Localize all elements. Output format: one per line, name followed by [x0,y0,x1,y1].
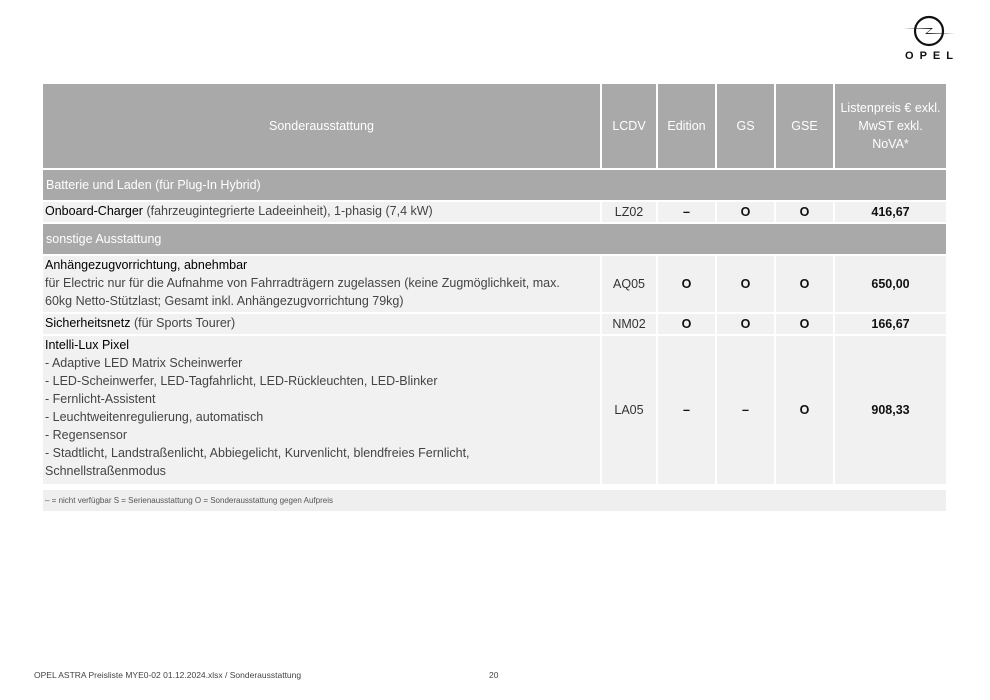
footer-filename: OPEL ASTRA Preisliste MYE0-02 01.12.2024.xlsx / Sonderausstattung [34,670,302,680]
option-detail-line: für Electric nur für die Aufnahme von Fahrradträgern zugelassen (keine Zugmöglichkeit, max. [45,276,560,290]
table-header [43,84,946,168]
option-detail-line: - LED-Scheinwerfer, LED-Tagfahrlicht, LED-Rückleuchten, LED-Blinker [45,374,438,388]
option-name: Anhängezugvorrichtung, abnehmbar [45,258,248,272]
option-description [43,314,602,334]
option-description [43,202,602,222]
edition-value: – [658,202,717,222]
header-sonderausstattung: Sonderausstattung [43,84,602,168]
option-name: Onboard-Charger [45,204,143,218]
edition-value: – [658,336,717,484]
gs-value: O [717,202,776,222]
option-detail-line: 60kg Netto-Stützlast; Gesamt inkl. Anhängezugvorrichtung 79kg) [45,294,404,308]
gse-value: O [776,256,835,312]
opel-blitz-icon [901,14,957,48]
option-detail-line: - Fernlicht-Assistent [45,392,156,406]
lcdv-code: NM02 [602,314,658,334]
price-value: 650,00 [871,277,910,291]
option-description [43,256,602,312]
header-gse: GSE [776,84,835,168]
lcdv-code: AQ05 [602,256,658,312]
section-header: sonstige Ausstattung [43,224,946,254]
option-detail-line: - Adaptive LED Matrix Scheinwerfer [45,356,243,370]
table-row [43,314,946,334]
header-lcdv: LCDV [602,84,658,168]
price-value: 166,67 [871,317,910,331]
opel-logo [896,14,962,70]
gs-value: – [717,336,776,484]
legend-note: – = nicht verfügbar S = Serienausstattung O = Sonderausstattung gegen Aufpreis [43,490,946,511]
option-description [43,336,602,484]
table-row [43,336,946,484]
header-gs: GS [717,84,776,168]
table-row [43,202,946,222]
gs-value: O [717,256,776,312]
option-detail: (fahrzeugintegrierte Ladeeinheit), 1-phasig (7,4 kW) [142,204,433,218]
edition-value: O [658,314,717,334]
edition-value: O [658,256,717,312]
gse-value: O [776,336,835,484]
header-listenpreis: Listenpreis € exkl. MwST exkl. NoVA* [835,84,946,168]
option-detail-line: - Stadtlicht, Landstraßenlicht, Abbiegelicht, Kurvenlicht, blendfreies Fernlicht, [45,446,470,460]
gse-value: O [776,314,835,334]
brand-wordmark: OPEL [905,50,959,62]
footer-page-number: 20 [489,670,499,680]
option-name: Intelli-Lux Pixel [45,338,130,352]
option-detail-line: - Leuchtweitenregulierung, automatisch [45,410,264,424]
option-detail-line: Schnellstraßenmodus [45,464,166,478]
option-name: Sicherheitsnetz [45,316,131,330]
lcdv-code: LA05 [602,336,658,484]
header-edition: Edition [658,84,717,168]
price-value: 416,67 [871,205,910,219]
option-detail: (für Sports Tourer) [130,316,236,330]
gse-value: O [776,202,835,222]
gs-value: O [717,314,776,334]
price-value: 908,33 [871,403,910,417]
section-header: Batterie und Laden (für Plug-In Hybrid) [43,170,946,200]
price-table [43,84,946,484]
table-row [43,256,946,312]
lcdv-code: LZ02 [602,202,658,222]
option-detail-line: - Regensensor [45,428,127,442]
